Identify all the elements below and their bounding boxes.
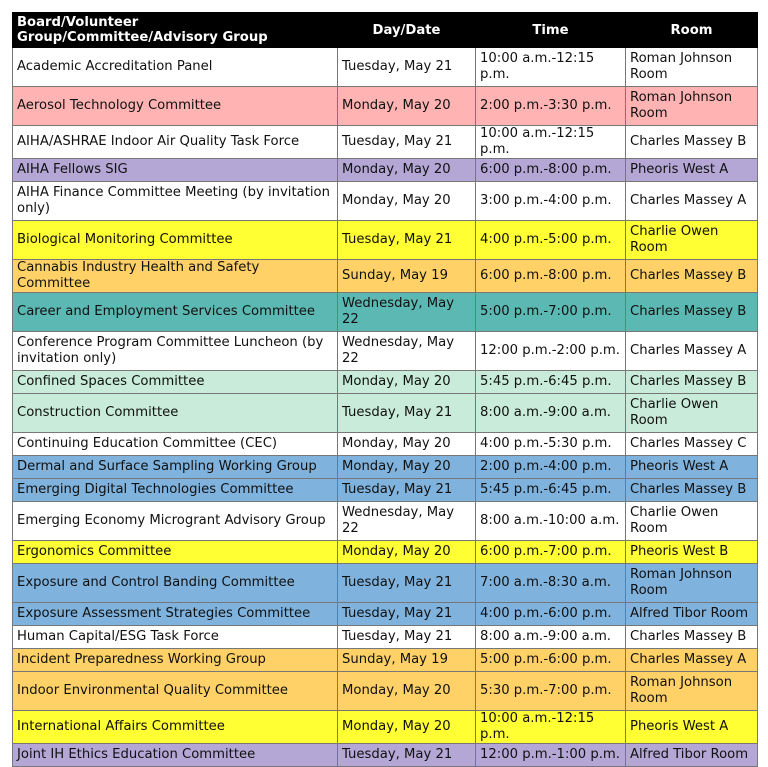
- table-row: [13, 626, 758, 649]
- cell-group: Exposure and Control Banding Committee: [13, 564, 338, 603]
- cell-room: Charlie Owen Room: [626, 502, 758, 541]
- cell-date: Monday, May 20: [338, 87, 476, 126]
- cell-group: Joint IH Ethics Education Committee: [13, 744, 338, 767]
- cell-time: 4:00 p.m.-5:30 p.m.: [476, 433, 626, 456]
- cell-group: Aerosol Technology Committee: [13, 87, 338, 126]
- table-row: [13, 182, 758, 221]
- cell-time: 5:30 p.m.-7:00 p.m.: [476, 672, 626, 711]
- cell-room: Charles Massey B: [626, 260, 758, 293]
- cell-group: Academic Accreditation Panel: [13, 48, 338, 87]
- cell-date: Tuesday, May 21: [338, 626, 476, 649]
- header-row: [13, 13, 758, 48]
- table-row: [13, 260, 758, 293]
- cell-date: Tuesday, May 21: [338, 479, 476, 502]
- table-body: [13, 48, 758, 767]
- cell-group: Construction Committee: [13, 394, 338, 433]
- table-row: [13, 126, 758, 159]
- cell-time: 12:00 p.m.-1:00 p.m.: [476, 744, 626, 767]
- table-row: [13, 564, 758, 603]
- cell-time: 6:00 p.m.-8:00 p.m.: [476, 260, 626, 293]
- cell-room: Pheoris West A: [626, 159, 758, 182]
- cell-room: Roman Johnson Room: [626, 564, 758, 603]
- cell-room: Charlie Owen Room: [626, 394, 758, 433]
- header-time: Time: [476, 13, 626, 48]
- cell-date: Tuesday, May 21: [338, 48, 476, 87]
- cell-room: Roman Johnson Room: [626, 672, 758, 711]
- cell-time: 5:00 p.m.-6:00 p.m.: [476, 649, 626, 672]
- cell-group: Continuing Education Committee (CEC): [13, 433, 338, 456]
- table-row: [13, 87, 758, 126]
- cell-time: 8:00 a.m.-9:00 a.m.: [476, 394, 626, 433]
- cell-group: Ergonomics Committee: [13, 541, 338, 564]
- cell-room: Charlie Owen Room: [626, 221, 758, 260]
- cell-time: 4:00 p.m.-5:00 p.m.: [476, 221, 626, 260]
- table-row: [13, 433, 758, 456]
- cell-room: Charles Massey B: [626, 371, 758, 394]
- cell-room: Roman Johnson Room: [626, 48, 758, 87]
- table-row: [13, 221, 758, 260]
- table-row: [13, 541, 758, 564]
- cell-group: AIHA Finance Committee Meeting (by invitation only): [13, 182, 338, 221]
- cell-room: Charles Massey A: [626, 182, 758, 221]
- cell-room: Charles Massey A: [626, 649, 758, 672]
- cell-group: Dermal and Surface Sampling Working Group: [13, 456, 338, 479]
- cell-date: Monday, May 20: [338, 672, 476, 711]
- table-row: [13, 456, 758, 479]
- cell-time: 10:00 a.m.-12:15 p.m.: [476, 126, 626, 159]
- cell-group: Emerging Economy Microgrant Advisory Group: [13, 502, 338, 541]
- cell-group: Incident Preparedness Working Group: [13, 649, 338, 672]
- table-row: [13, 649, 758, 672]
- header-group: Board/Volunteer Group/Committee/Advisory Group: [13, 13, 338, 48]
- cell-time: 4:00 p.m.-6:00 p.m.: [476, 603, 626, 626]
- cell-date: Tuesday, May 21: [338, 564, 476, 603]
- cell-time: 5:45 p.m.-6:45 p.m.: [476, 479, 626, 502]
- cell-group: Emerging Digital Technologies Committee: [13, 479, 338, 502]
- cell-time: 12:00 p.m.-2:00 p.m.: [476, 332, 626, 371]
- cell-room: Charles Massey B: [626, 626, 758, 649]
- cell-date: Monday, May 20: [338, 541, 476, 564]
- cell-room: Alfred Tibor Room: [626, 603, 758, 626]
- table-row: [13, 371, 758, 394]
- table-row: [13, 672, 758, 711]
- table-row: [13, 744, 758, 767]
- cell-date: Monday, May 20: [338, 456, 476, 479]
- cell-time: 6:00 p.m.-7:00 p.m.: [476, 541, 626, 564]
- schedule-table: [12, 12, 758, 767]
- cell-room: Alfred Tibor Room: [626, 744, 758, 767]
- cell-room: Pheoris West A: [626, 711, 758, 744]
- cell-time: 5:45 p.m.-6:45 p.m.: [476, 371, 626, 394]
- cell-date: Monday, May 20: [338, 182, 476, 221]
- cell-date: Tuesday, May 21: [338, 126, 476, 159]
- table-row: [13, 293, 758, 332]
- cell-date: Monday, May 20: [338, 159, 476, 182]
- cell-date: Monday, May 20: [338, 711, 476, 744]
- table-row: [13, 48, 758, 87]
- schedule-table-container: [12, 12, 757, 767]
- cell-date: Sunday, May 19: [338, 649, 476, 672]
- cell-date: Tuesday, May 21: [338, 394, 476, 433]
- cell-time: 2:00 p.m.-3:30 p.m.: [476, 87, 626, 126]
- table-row: [13, 159, 758, 182]
- cell-room: Charles Massey B: [626, 126, 758, 159]
- cell-date: Monday, May 20: [338, 371, 476, 394]
- table-row: [13, 711, 758, 744]
- cell-group: Career and Employment Services Committee: [13, 293, 338, 332]
- table-row: [13, 394, 758, 433]
- cell-date: Wednesday, May 22: [338, 332, 476, 371]
- cell-date: Sunday, May 19: [338, 260, 476, 293]
- cell-room: Pheoris West B: [626, 541, 758, 564]
- cell-group: Cannabis Industry Health and Safety Committee: [13, 260, 338, 293]
- cell-room: Roman Johnson Room: [626, 87, 758, 126]
- cell-group: Indoor Environmental Quality Committee: [13, 672, 338, 711]
- table-row: [13, 332, 758, 371]
- cell-group: AIHA/ASHRAE Indoor Air Quality Task Force: [13, 126, 338, 159]
- cell-group: International Affairs Committee: [13, 711, 338, 744]
- cell-group: AIHA Fellows SIG: [13, 159, 338, 182]
- cell-room: Charles Massey C: [626, 433, 758, 456]
- cell-room: Charles Massey A: [626, 332, 758, 371]
- header-date: Day/Date: [338, 13, 476, 48]
- cell-room: Charles Massey B: [626, 293, 758, 332]
- cell-time: 5:00 p.m.-7:00 p.m.: [476, 293, 626, 332]
- cell-time: 2:00 p.m.-4:00 p.m.: [476, 456, 626, 479]
- cell-date: Wednesday, May 22: [338, 502, 476, 541]
- cell-date: Tuesday, May 21: [338, 744, 476, 767]
- header-room: Room: [626, 13, 758, 48]
- cell-room: Charles Massey B: [626, 479, 758, 502]
- cell-time: 10:00 a.m.-12:15 p.m.: [476, 48, 626, 87]
- cell-group: Confined Spaces Committee: [13, 371, 338, 394]
- cell-time: 8:00 a.m.-9:00 a.m.: [476, 626, 626, 649]
- cell-group: Conference Program Committee Luncheon (by invitation only): [13, 332, 338, 371]
- cell-time: 7:00 a.m.-8:30 a.m.: [476, 564, 626, 603]
- cell-date: Tuesday, May 21: [338, 221, 476, 260]
- cell-room: Pheoris West A: [626, 456, 758, 479]
- cell-date: Wednesday, May 22: [338, 293, 476, 332]
- cell-group: Exposure Assessment Strategies Committee: [13, 603, 338, 626]
- table-row: [13, 479, 758, 502]
- table-row: [13, 603, 758, 626]
- cell-date: Tuesday, May 21: [338, 603, 476, 626]
- cell-time: 6:00 p.m.-8:00 p.m.: [476, 159, 626, 182]
- cell-time: 10:00 a.m.-12:15 p.m.: [476, 711, 626, 744]
- cell-date: Monday, May 20: [338, 433, 476, 456]
- cell-group: Human Capital/ESG Task Force: [13, 626, 338, 649]
- cell-group: Biological Monitoring Committee: [13, 221, 338, 260]
- table-row: [13, 502, 758, 541]
- cell-time: 8:00 a.m.-10:00 a.m.: [476, 502, 626, 541]
- cell-time: 3:00 p.m.-4:00 p.m.: [476, 182, 626, 221]
